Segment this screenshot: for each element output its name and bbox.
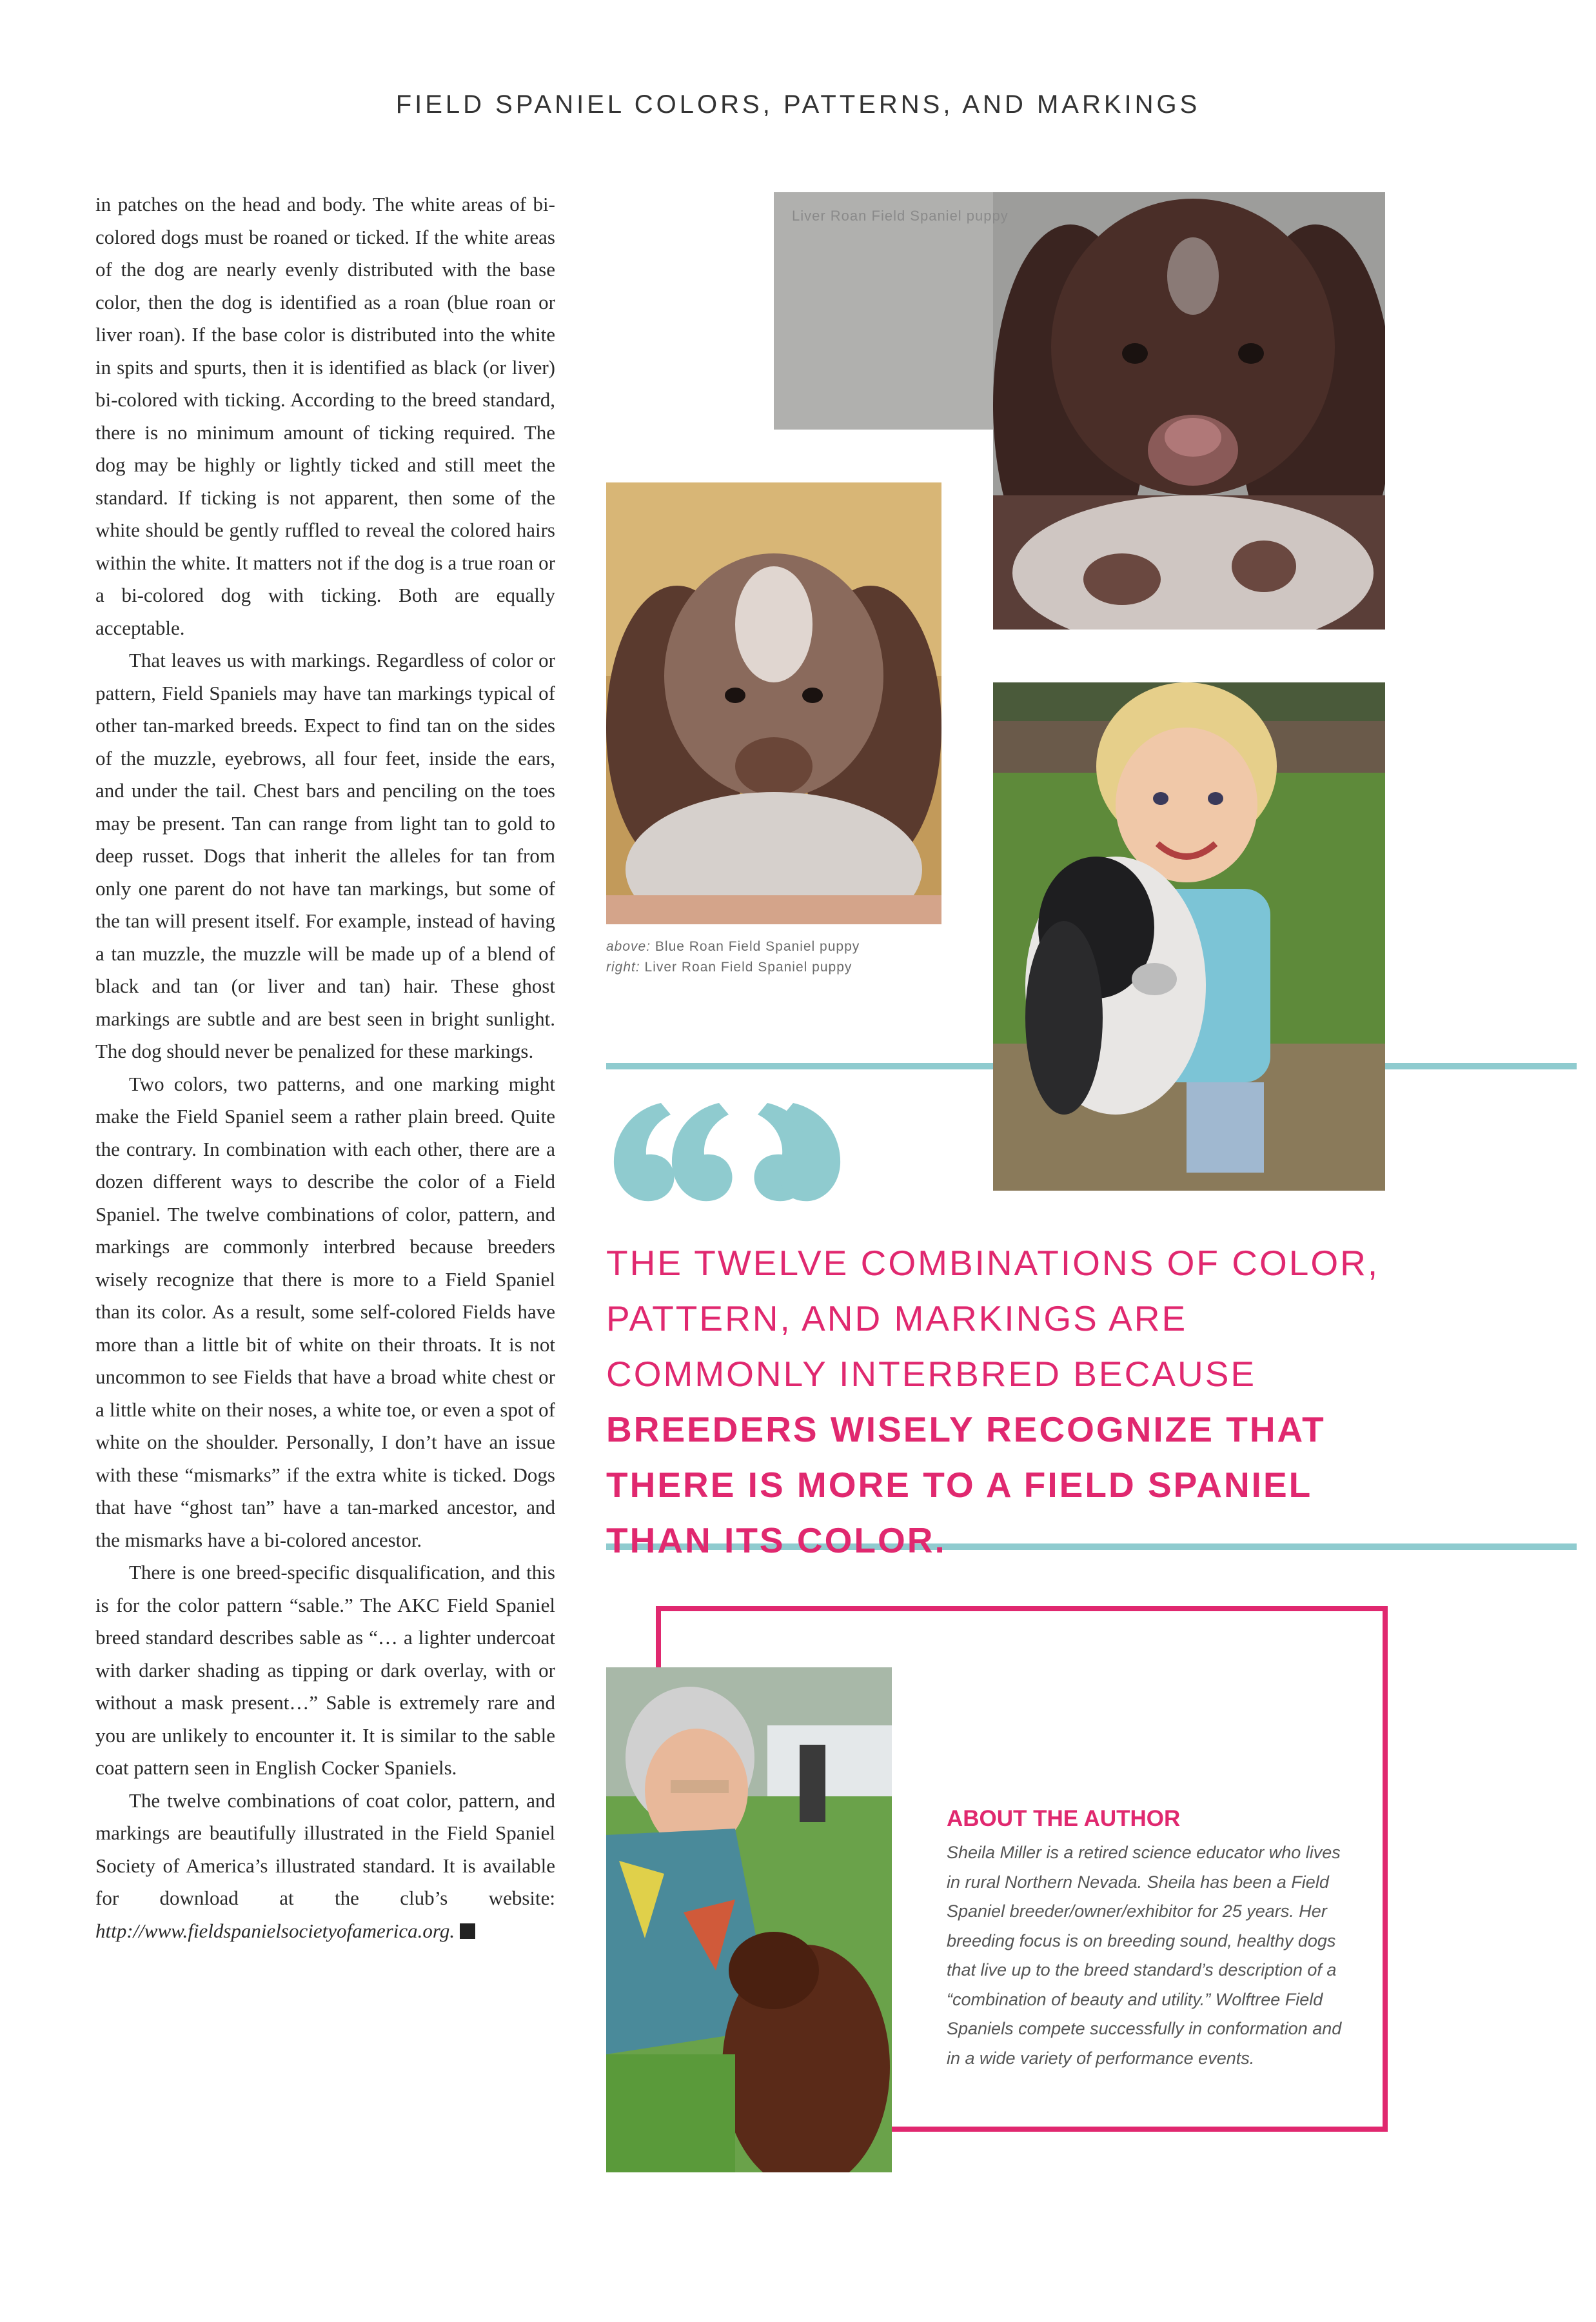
blue-roan-puppy-photo [606, 482, 941, 924]
quote-mark-icon [606, 1090, 845, 1213]
caption-above: above: Blue Roan Field Spaniel puppy [606, 939, 860, 954]
body-paragraph: There is one breed-specific disqualification, and this is for the color pattern “sable.” The AKC Field Spaniel breed standard describes sable as “… a lighter undercoat with darker shading as tipping or dark overlay, with or without a mask present…” Sable is extremely rare and you are unlikely to encounter it. It is similar to the sable coat pattern seen in English Cocker Spaniels. [95, 1561, 555, 1779]
last-paragraph-text: The twelve combinations of coat color, pattern, and markings are beautifully illustrated in the Field Spaniel Society of America’s illustrated standard. It is available for download at the club’s website: [95, 1789, 555, 1909]
pull-quote-bold: BREEDERS WISELY RECOGNIZE THAT THERE IS MORE TO A FIELD SPANIEL THAN ITS COLOR. [606, 1409, 1326, 1560]
article-body [95, 188, 555, 1947]
author-photo [606, 1667, 892, 2172]
body-paragraph: That leaves us with markings. Regardless of color or pattern, Field Spaniels may have tan markings typical of other tan-marked breeds. Expect to find tan on the sides of the muzzle, eyebrows, all four feet, inside the ears, and under the tail. Chest bars and penciling on the toes may be present. Tan can range from light tan to gold to deep russet. Dogs that inherit the alleles for tan from only one parent do not have tan markings, but some of the tan will present itself. For example, instead of having a tan muzzle, the muzzle will be made up of a blend of black and tan (or liver and tan) hair. These ghost markings are subtle and are best seen in bright sunlight. The dog should never be penalized for these markings. [95, 649, 555, 1062]
author-heading: ABOUT THE AUTHOR [947, 1806, 1181, 1831]
club-website-link[interactable]: http://www.fieldspanielsocietyofamerica.org. [95, 1919, 455, 1942]
author-bio: Sheila Miller is a retired science educator who lives in rural Northern Nevada. Sheila has been a Field Spaniel breeder/owner/exhibitor for 25 years. Her breeding focus is on breeding sound, healthy dogs that live up to the breed standard’s description of a “combination of beauty and utility.” Wolftree Field Spaniels compete successfully in conformation and in a wide variety of performance events. [947, 1843, 1342, 2068]
page-title: FIELD SPANIEL COLORS, PATTERNS, AND MARKINGS [395, 90, 1201, 119]
photo-caption-top: Liver Roan Field Spaniel puppy [792, 208, 1009, 224]
end-mark-icon [460, 1923, 475, 1939]
body-paragraph-last [95, 1785, 555, 1948]
caption-right: right: Liver Roan Field Spaniel puppy [606, 960, 852, 975]
liver-roan-puppy-photo [993, 192, 1385, 630]
child-with-puppy-photo [993, 682, 1385, 1191]
body-paragraph: Two colors, two patterns, and one marking might make the Field Spaniel seem a rather plain breed. Quite the contrary. In combination with each other, there are a dozen different ways to describe the color of a Field Spaniel. The twelve combinations of color, pattern, and markings are commonly interbred because breeders wisely recognize that there is more to a Field Spaniel than its color. As a result, some self-colored Fields have more than a little bit of white on their throats. It is not uncommon to see Fields that have a broad white chest or a little white on their noses, a white toe, or even a spot of white on the shoulder. Personally, I don’t have an issue with these “mismarks” if the extra white is ticked. Dogs that have “ghost tan” have a tan-marked ancestor, and the mismarks have a bi-colored ancestor. [95, 1072, 555, 1551]
body-paragraph: in patches on the head and body. The white areas of bi-colored dogs must be roaned or ticked. If the white areas of the dog are nearly evenly distributed with the base color, then the dog is identified as a roan (blue roan or liver roan). If the base color is distributed into the white in spits and spurts, then it is identified as black (or liver) bi-colored with ticking. According to the breed standard, there is no minimum amount of ticking required. The dog may be highly or lightly ticked and still meet the standard. If ticking is not apparent, then some of the white should be gently ruffled to reveal the colored hairs within the white. It matters not if the dog is a true roan or a bi-colored dog with ticking. Both are equally acceptable. [95, 193, 555, 639]
pull-quote-text: THE TWELVE COMBINATIONS OF COLOR, PATTERN, AND MARKINGS ARE COMMONLY INTERBRED BECAUSE [606, 1243, 1380, 1394]
pull-quote [606, 1235, 1399, 1568]
photo-captions [606, 937, 860, 978]
